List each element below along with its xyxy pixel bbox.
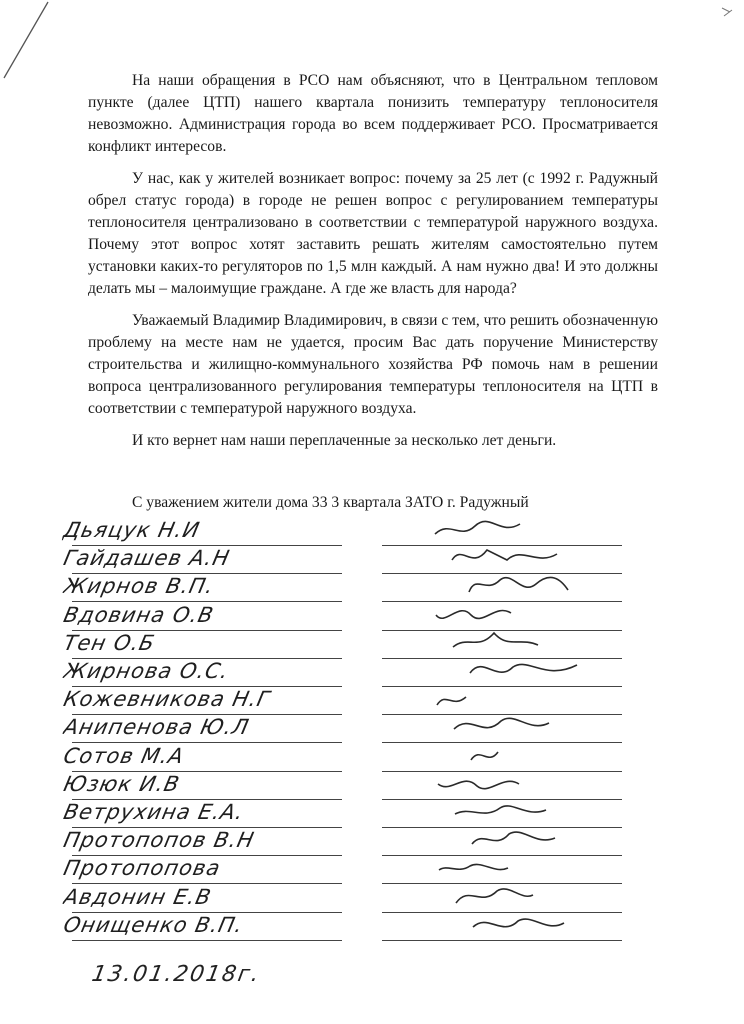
handwritten-signature — [390, 907, 620, 941]
signatory-name: Вдовина О.В — [61, 602, 217, 627]
signatory-name: Жирнова О.С. — [61, 659, 232, 683]
signatory-name: Протопопова — [61, 856, 224, 881]
paragraph-2: У нас, как у жителей возникает вопрос: почему за 25 лет (с 1992 г. Радужный обрел статус города) в городе не решен вопрос с регулированием температуры теплоносителя централизовано в соответствии с температурой наружного воздуха. Почему этот вопрос хотят заставить решать жителям самостоятельно путем установки каких-то регуляторов по 1,5 млн каждый. А нам нужно два! И это должны делать мы – малоимущие граждане. А где же власть для народа? — [88, 170, 658, 297]
signature-row — [60, 913, 620, 943]
name-underline — [72, 940, 342, 941]
signatory-name: Протопопов В.Н — [61, 828, 257, 853]
handwritten-date: 13.01.2018г. — [89, 962, 263, 987]
signatory-name: Сотов М.А — [61, 743, 187, 768]
corner-mark — [720, 6, 734, 20]
signatory-name: Авдонин Е.В — [61, 884, 214, 909]
signatory-name: Тен О.Б — [61, 630, 158, 655]
letter-body — [88, 70, 658, 462]
signoff-line: С уважением жители дома 33 3 квартала ЗАТО г. Радужный — [132, 494, 529, 511]
signatory-name: Кожевникова Н.Г — [61, 687, 273, 712]
paragraph-1: На наши обращения в РСО нам объясняют, что в Центральном тепловом пункте (далее ЦТП) нашего квартала понизить температуру теплоносителя невозможно. Администрация города во всем поддерживает РСО. Просматривается конфликт интересов. — [88, 72, 658, 155]
signatory-name: Юзюк И.В — [61, 771, 183, 796]
signatory-name: Гайдашев А.Н — [61, 546, 233, 571]
signatory-name: Жирнов В.П. — [61, 574, 217, 599]
paragraph-3: Уважаемый Владимир Владимирович, в связи с тем, что решить обозначенную проблему на месте нам не удается, просим Вас дать поручение Министерству строительства и жилищно-коммунального хозяйства РФ помочь нам в решении вопроса централизованного регулирования температуры теплоносителя на ЦТП в соответствии с температурой наружного воздуха. — [88, 312, 658, 417]
pen-stroke-mark — [0, 0, 60, 80]
paragraph-4: И кто вернет нам наши переплаченные за несколько лет деньги. — [132, 432, 557, 449]
signatory-name: Ветрухина Е.А. — [61, 800, 247, 824]
signatory-name: Онищенко В.П. — [61, 912, 246, 937]
signatory-name: Дьяцук Н.И — [61, 518, 203, 542]
signatory-name: Анипенова Ю.Л — [61, 715, 252, 740]
